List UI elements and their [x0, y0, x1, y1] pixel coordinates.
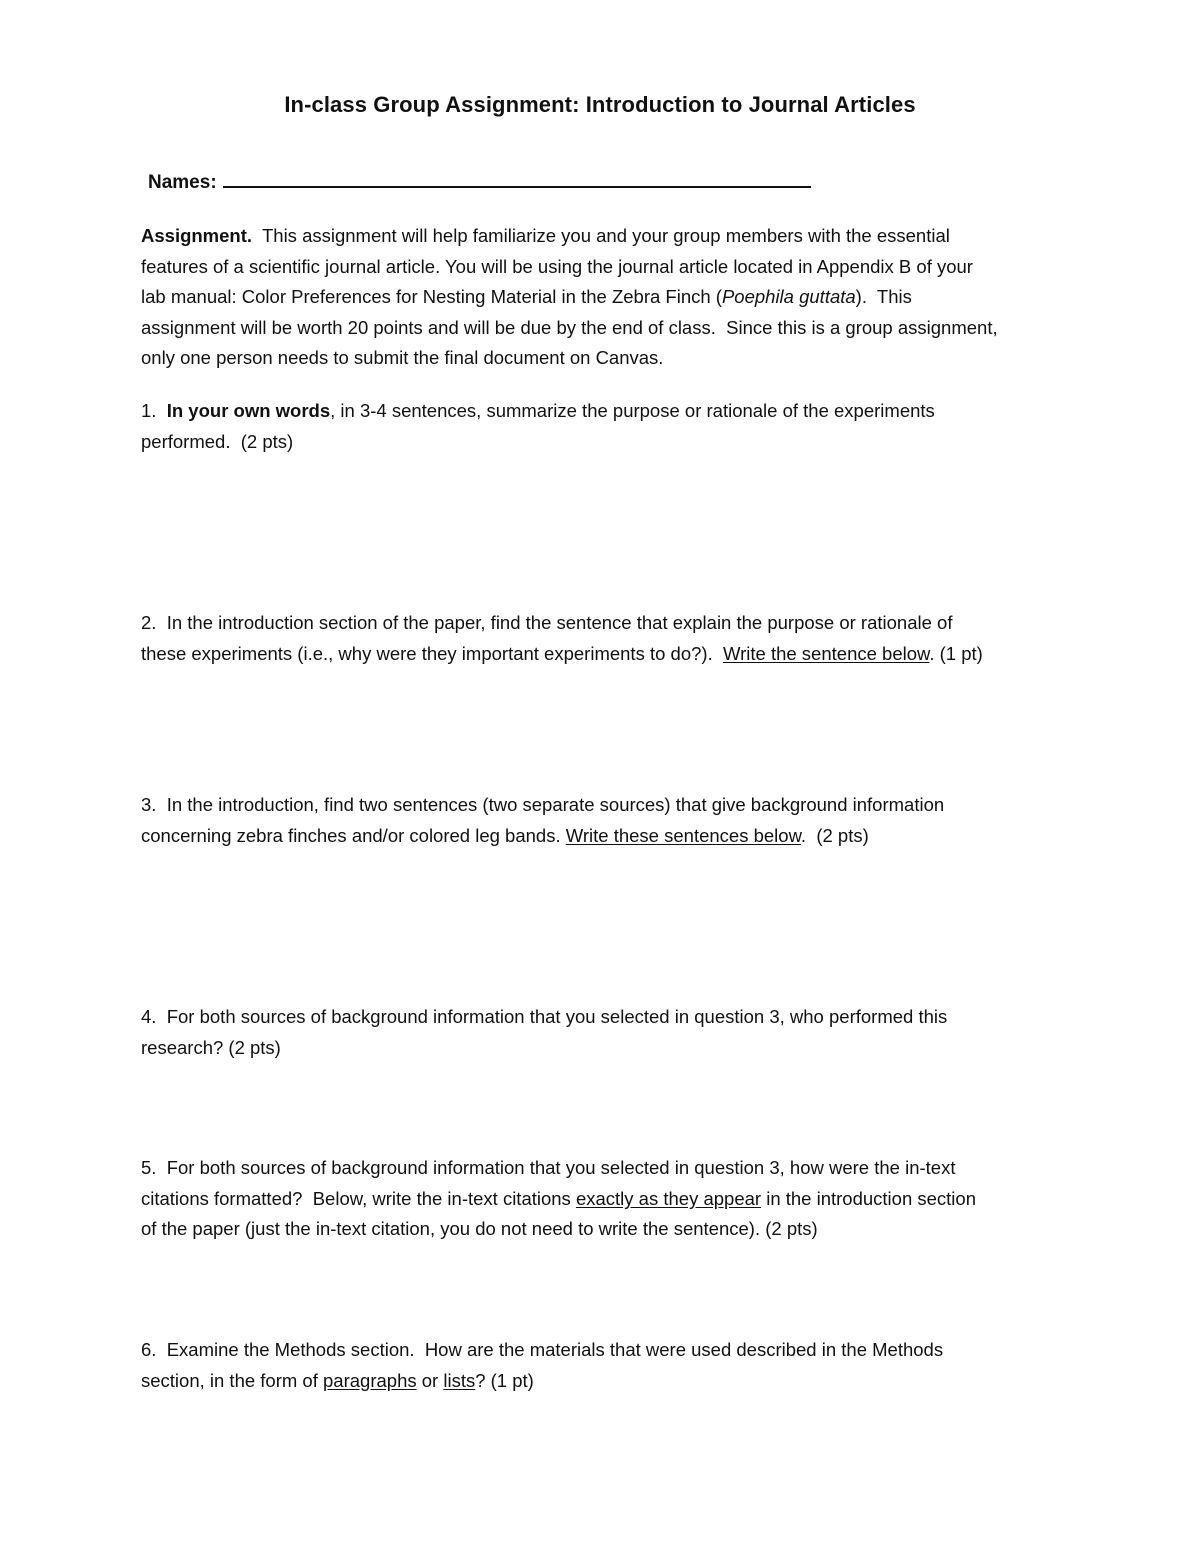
assignment-line-4: assignment will be worth 20 points and will be due by the end of class. Since this is a group assignment,	[141, 316, 998, 338]
names-line	[148, 168, 811, 194]
question-5-line-3: of the paper (just the in-text citation, you do not need to write the sentence). (2 pts)	[141, 1218, 818, 1239]
question-3-instruction: Write these sentences below	[565, 824, 801, 846]
question-2-line-1: 2. In the introduction section of the paper, find the sentence that explain the purpose or rationale of	[141, 612, 953, 633]
question-6-line-1: 6. Examine the Methods section. How are the materials that were used described in the Methods	[141, 1339, 944, 1360]
question-4-line-1: 4. For both sources of background information that you selected in question 3, who performed this	[141, 1006, 948, 1027]
question-6-option-lists: lists	[443, 1369, 476, 1391]
assignment-line-1: This assignment will help familiarize you and your group members with the essential	[252, 225, 950, 246]
question-6-or: or	[416, 1369, 444, 1391]
question-6	[141, 1335, 1071, 1396]
question-5-emphasis: exactly as they appear	[575, 1187, 762, 1209]
question-2-points: . (1 pt)	[929, 642, 983, 664]
question-3-line-2: concerning zebra finches and/or colored leg bands.	[141, 824, 566, 846]
question-6-line-2: section, in the form of	[141, 1369, 324, 1391]
question-5	[141, 1153, 1071, 1245]
question-4-line-2: research? (2 pts)	[141, 1036, 281, 1058]
assignment-paragraph	[141, 221, 1071, 374]
question-3	[141, 790, 1071, 851]
question-2-line-2: these experiments (i.e., why were they important experiments to do?).	[141, 642, 723, 664]
question-3-points: . (2 pts)	[800, 824, 869, 846]
question-1	[141, 396, 1071, 457]
question-1-emphasis: In your own words	[166, 400, 331, 421]
assignment-line-3: lab manual: Color Preferences for Nesting Material in the Zebra Finch (	[141, 286, 722, 307]
question-4	[141, 1002, 1071, 1063]
question-2	[141, 608, 1071, 669]
question-2-instruction: Write the sentence below	[722, 642, 930, 664]
question-5-line-2: citations formatted? Below, write the in-text citations	[141, 1187, 576, 1209]
assignment-lead: Assignment.	[141, 225, 253, 246]
question-6-points: ? (1 pt)	[475, 1369, 534, 1391]
question-5-line-2-end: in the introduction section	[761, 1187, 976, 1209]
document-title: In-class Group Assignment: Introduction to Journal Articles	[284, 92, 916, 117]
assignment-line-3-end: ). This	[855, 286, 912, 307]
species-name: Poephila guttata	[721, 286, 856, 307]
question-1-line-1: , in 3-4 sentences, summarize the purpose or rationale of the experiments	[330, 400, 935, 421]
question-1-line-2: performed. (2 pts)	[141, 430, 294, 452]
assignment-line-2: features of a scientific journal article. You will be using the journal article located in Appendix B of your	[141, 255, 973, 277]
question-1-number: 1.	[141, 400, 167, 421]
question-6-option-paragraphs: paragraphs	[323, 1369, 417, 1391]
names-label: Names:	[148, 172, 217, 193]
question-5-line-1: 5. For both sources of background information that you selected in question 3, how were the in-text	[141, 1157, 956, 1178]
question-3-line-1: 3. In the introduction, find two sentences (two separate sources) that give background information	[141, 794, 945, 815]
names-blank-field[interactable]	[223, 168, 811, 188]
assignment-line-5: only one person needs to submit the final document on Canvas.	[141, 347, 664, 368]
